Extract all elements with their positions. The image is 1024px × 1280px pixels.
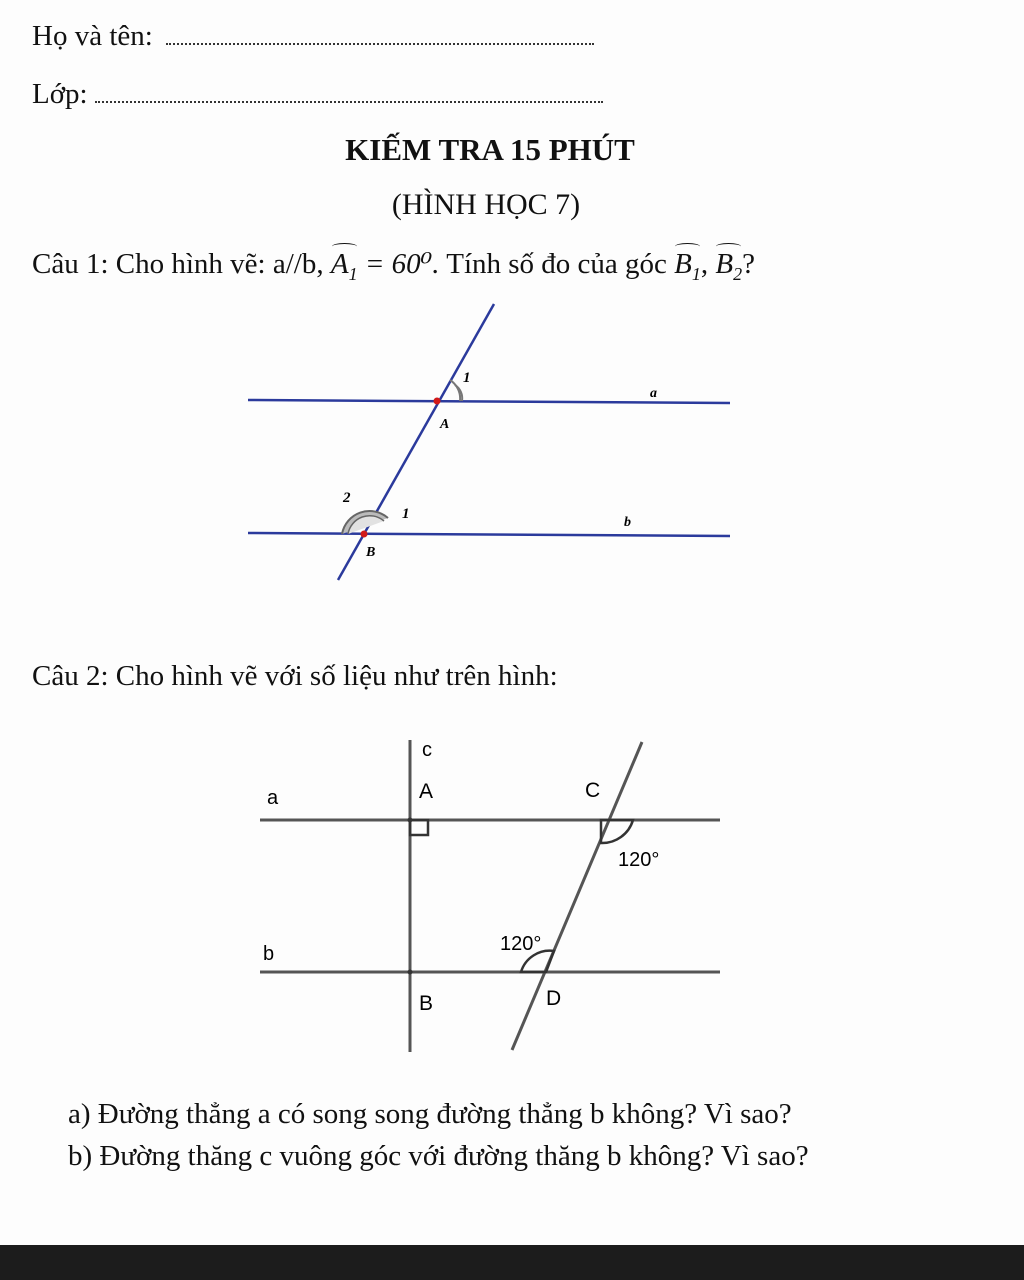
question-2b: b) Đường thăng c vuông góc với đường thăng b không? Vì sao? bbox=[68, 1140, 809, 1172]
label-line-a: a bbox=[267, 787, 279, 809]
label-angle-a1: 1 bbox=[463, 370, 471, 386]
angle-b1: $B_1$ bbox=[674, 248, 701, 284]
question-1-lead: Câu 1: Cho hình vẽ: a//b, bbox=[32, 248, 324, 280]
page-title: KIẾM TRA 15 PHÚT bbox=[345, 132, 635, 167]
angle-a1-arc bbox=[450, 380, 460, 401]
given-angle: $A_1$ bbox=[330, 248, 358, 284]
question-mark: ? bbox=[742, 248, 755, 280]
label-line-b: b bbox=[624, 515, 631, 530]
label-line-b: b bbox=[263, 943, 275, 965]
figure-2 bbox=[0, 720, 1024, 1070]
label-point-d: D bbox=[546, 987, 562, 1010]
label-angle-b2: 2 bbox=[343, 490, 351, 506]
label-point-b: B bbox=[419, 992, 434, 1015]
point-a bbox=[434, 398, 441, 405]
point-b bbox=[361, 531, 368, 538]
line-b bbox=[248, 533, 730, 536]
question-2a: a) Đường thẳng a có song song đường thẳng b không? Vì sao? bbox=[68, 1098, 792, 1130]
label-line-c: c bbox=[422, 739, 432, 761]
label-angle-d: 120° bbox=[500, 933, 542, 955]
transversal-cd bbox=[512, 742, 642, 1050]
page-subtitle: (HÌNH HỌC 7) bbox=[391, 188, 581, 221]
label-point-c: C bbox=[585, 779, 601, 802]
label-angle-b1: 1 bbox=[402, 506, 410, 522]
label-point-a: A bbox=[419, 780, 434, 803]
question-2: Câu 2: Cho hình vẽ với số liệu như trên hình: bbox=[32, 660, 558, 692]
class-label: Lớp: bbox=[32, 78, 88, 110]
angle-b2: $B_2$ bbox=[715, 248, 743, 284]
question-1-ask: Tính số đo của góc bbox=[446, 248, 667, 280]
point-a bbox=[408, 818, 413, 823]
point-b bbox=[408, 970, 413, 975]
name-label: Họ và tên: bbox=[32, 20, 153, 52]
label-line-a: a bbox=[650, 386, 657, 401]
line-a bbox=[248, 400, 730, 403]
bottom-bar bbox=[0, 1245, 1024, 1280]
label-point-a: A bbox=[440, 417, 450, 432]
given-angle-value: = 60⁰. bbox=[364, 248, 440, 280]
right-angle-mark bbox=[410, 820, 428, 835]
label-point-b: B bbox=[366, 545, 376, 560]
angle-separator: , bbox=[700, 248, 709, 280]
label-angle-c: 120° bbox=[618, 849, 660, 871]
transversal bbox=[338, 304, 494, 580]
